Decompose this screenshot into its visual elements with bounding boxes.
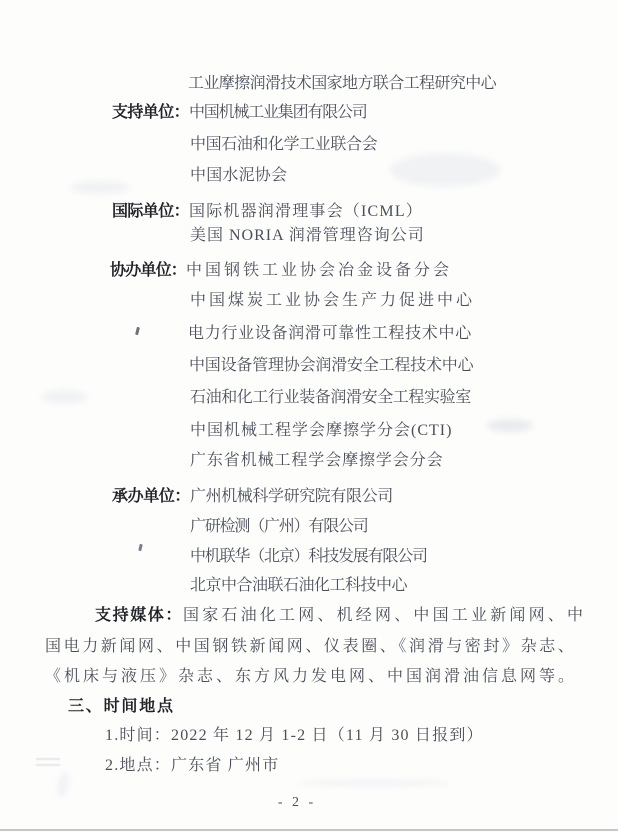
doc-line-text: 中国煤炭工业协会生产力促进中心: [190, 292, 476, 309]
doc-line: [45, 668, 577, 686]
doc-line: [105, 727, 484, 745]
doc-line-text: 美国 NORIA 润滑管理咨询公司: [190, 227, 425, 244]
doc-line-labeled: [112, 488, 393, 506]
doc-line-text: 广东省机械工程学会摩擦学会分会: [190, 452, 444, 469]
doc-line: [190, 548, 427, 566]
doc-line: [188, 75, 496, 93]
scan-tick-artifact: [138, 544, 143, 552]
scan-smudge-artifact: [70, 181, 130, 194]
doc-line-text: 中国机械工程学会摩擦学分会(CTI): [190, 422, 453, 439]
doc-line: [45, 638, 576, 656]
doc-line-text: 中国水泥协会: [190, 167, 288, 184]
doc-line: [190, 389, 471, 407]
scan-smudge-artifact: [42, 390, 88, 404]
doc-line-labeled: [112, 203, 423, 221]
scan-smudge-artifact: [487, 419, 533, 432]
doc-line: [190, 518, 368, 536]
scan-smudge-artifact: [36, 757, 60, 766]
doc-line-text: 中机联华（北京）科技发展有限公司: [190, 548, 427, 565]
page-number: - 2 -: [277, 795, 317, 810]
doc-line-labeled: [112, 104, 367, 122]
doc-line: [190, 452, 444, 470]
doc-line-text: 中国机械工业集团有限公司: [189, 104, 367, 121]
doc-line: [190, 422, 452, 440]
doc-line-text: 2.地点：广东省 广州市: [105, 757, 280, 774]
doc-line: [190, 292, 475, 310]
doc-line-text: 工业摩擦润滑技术国家地方联合工程研究中心: [188, 75, 497, 92]
scan-tick-artifact: [135, 327, 140, 335]
doc-line-labeled: [110, 262, 452, 280]
doc-line-text: 石油和化工行业装备润滑安全工程实验室: [190, 389, 471, 406]
scan-smudge-artifact: [300, 780, 450, 786]
doc-line: [105, 757, 279, 775]
doc-line-text: 《机床与液压》杂志、东方风力发电网、中国润滑油信息网等。: [45, 668, 578, 685]
doc-line-text: 中国设备管理协会润滑安全工程技术中心: [189, 357, 474, 374]
doc-line: [190, 577, 407, 595]
doc-line-text: 广研检测（广州）有限公司: [190, 518, 368, 535]
scan-bottom-edge: [0, 829, 618, 831]
scan-smudge-artifact: [55, 771, 70, 799]
doc-line-text: 1.时间：2022 年 12 月 1-2 日（11 月 30 日报到）: [105, 727, 484, 744]
org-role-label: 支持单位：: [112, 104, 190, 121]
doc-line-text: 中国钢铁工业协会冶金设备分会: [186, 262, 453, 279]
doc-line: [190, 227, 425, 245]
org-role-label: 承办单位：: [112, 488, 191, 505]
doc-line: [68, 698, 175, 716]
doc-line: [190, 167, 287, 185]
doc-line: [188, 325, 472, 343]
doc-line-text: 中国石油和化学工业联合会: [190, 136, 378, 153]
doc-line-text: 国际机器润滑理事会（ICML）: [189, 203, 424, 220]
doc-line-text: 国电力新闻网、中国钢铁新闻网、仪表圈、《润滑与密封》杂志、: [45, 638, 577, 655]
doc-line-labeled: [95, 607, 586, 625]
doc-line: [189, 357, 473, 375]
doc-line-text: 三、时间地点: [68, 698, 175, 715]
scan-smudge-artifact: [390, 153, 500, 187]
doc-line-text: 电力行业设备润滑可靠性工程技术中心: [188, 325, 472, 342]
doc-line: [190, 136, 377, 154]
doc-line-text: 国家石油化工网、机经网、中国工业新闻网、中: [183, 607, 587, 624]
doc-line-text: 广州机械科学研究院有限公司: [190, 488, 393, 505]
org-role-label: 支持媒体：: [95, 607, 184, 624]
doc-line-text: 北京中合油联石油化工科技中心: [190, 577, 408, 594]
org-role-label: 国际单位：: [112, 203, 190, 220]
org-role-label: 协办单位：: [110, 262, 187, 279]
